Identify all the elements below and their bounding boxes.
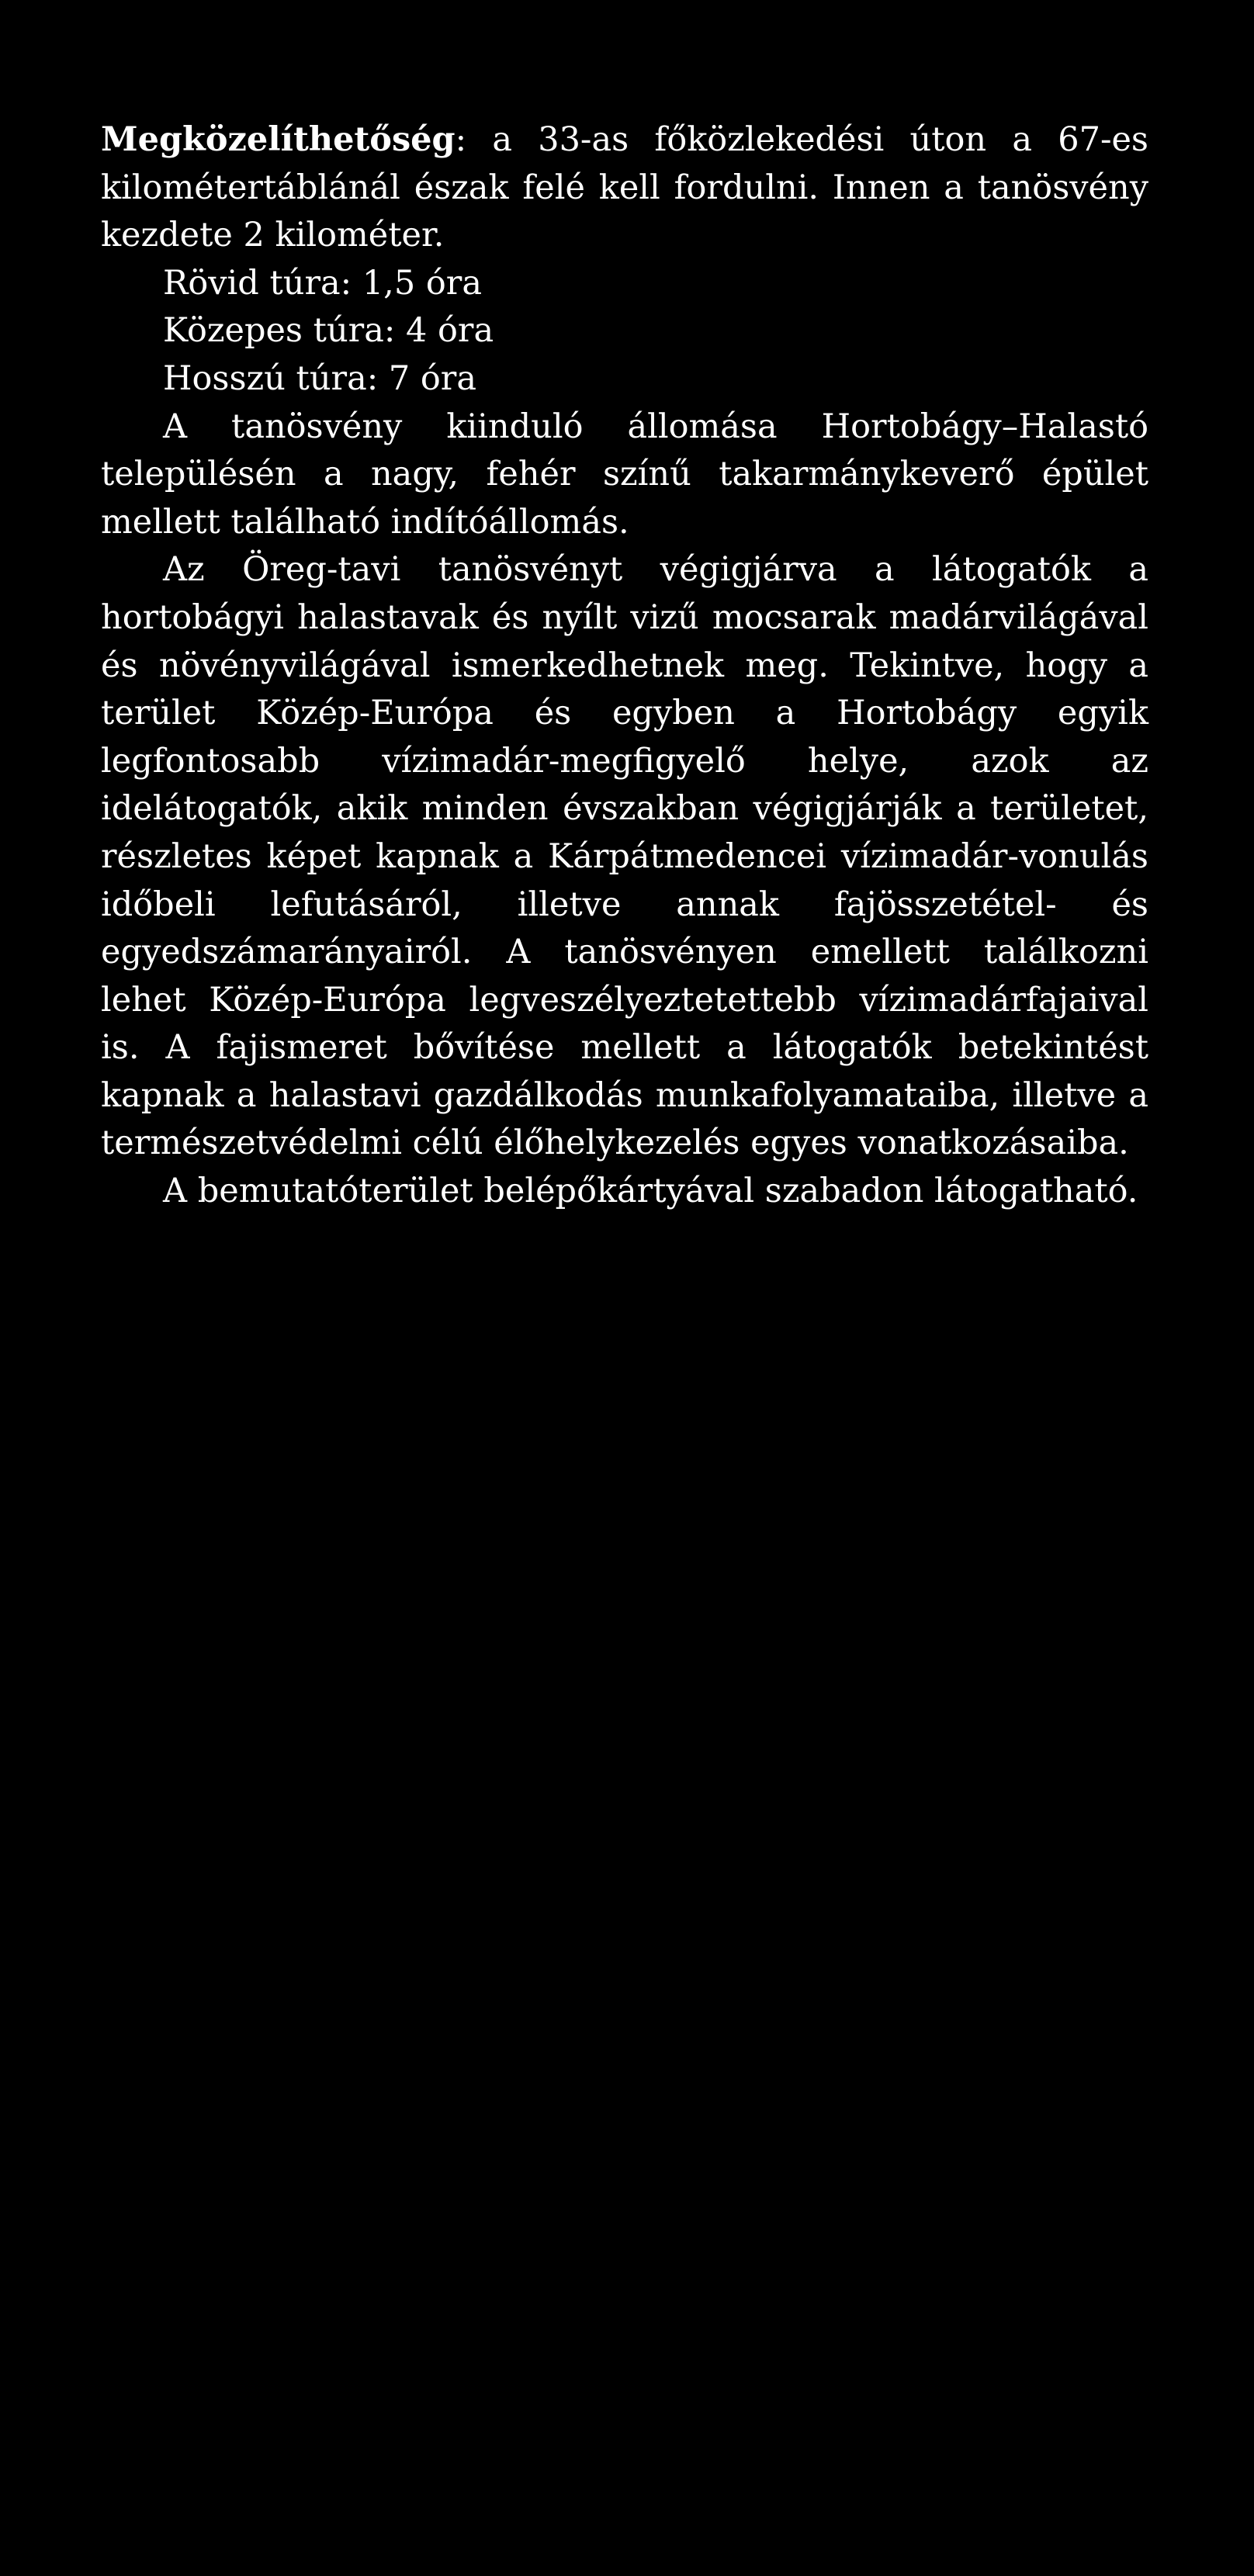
- entry-paragraph: A bemutatóterület belépőkártyával szabadon látogatható.: [163, 1172, 1138, 1211]
- tour-long: Hosszú túra: 7 óra: [163, 358, 476, 398]
- start-station-paragraph: A tanösvény kiinduló állomása Hortobágy–Halastó településén a nagy, fehér színű takarmánykeverő épület mellett található indítóállomás.: [101, 407, 1148, 542]
- tour-short: Rövid túra: 1,5 óra: [163, 263, 482, 303]
- tour-medium: Közepes túra: 4 óra: [163, 311, 494, 351]
- document-page: [101, 116, 1148, 1216]
- access-paragraph: [101, 116, 1148, 260]
- description-paragraph: Az Öreg-tavi tanösvényt végigjárva a látogatók a hortobágyi halastavak és nyílt vizű mocsarak madárvilágával és növényvilágával ismerkedhetnek meg. Tekintve, hogy a terület Közép-Európa és egyben a Hortobágy egyik legfontosabb vízimadár-megfigyelő helye, azok az idelátogatók, akik minden évszakban végigjárják a területet, részletes képet kapnak a Kárpátmedencei vízimadár-vonulás időbeli lefutásáról, illetve annak fajösszetétel- és egyedszámarányairól. A tanösvényen emellett találkozni lehet Közép-Európa legveszélyeztetettebb vízimadárfajaival is. A fajismeret bővítése mellett a látogatók betekintést kapnak a halastavi gazdálkodás munkafolyamataiba, illetve a természetvédelmi célú élőhelykezelés egyes vonatkozásaiba.: [101, 550, 1148, 1163]
- access-label: Megközelíthetőség: [101, 120, 456, 159]
- access-text: : a 33-as főközlekedési úton a 67-es kilométertáblánál észak felé kell fordulni. Innen a tanösvény kezdete 2 kilométer.: [101, 120, 1148, 255]
